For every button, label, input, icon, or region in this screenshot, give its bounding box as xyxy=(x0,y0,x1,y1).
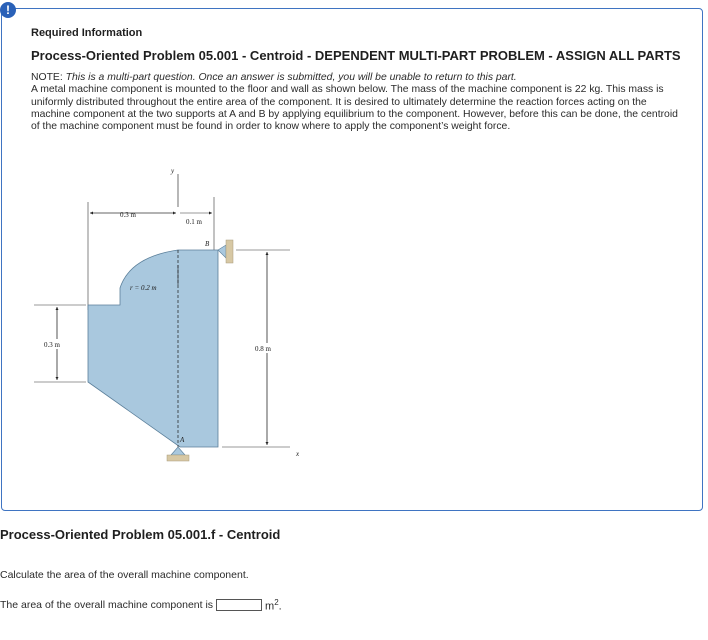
support-b-wall xyxy=(226,240,233,263)
machine-component-figure xyxy=(30,162,310,477)
dim-label-right-height: 0.8 m xyxy=(255,345,271,353)
dim-label-top-right: 0.1 m xyxy=(186,218,202,226)
support-a-floor xyxy=(167,455,189,461)
part-title: Process-Oriented Problem 05.001.f - Centroid xyxy=(0,527,281,542)
radius-label: r = 0.2 m xyxy=(130,284,157,292)
answer-row xyxy=(0,598,282,613)
support-a-pin xyxy=(171,447,185,455)
dim-label-left-height: 0.3 m xyxy=(44,341,60,349)
problem-statement xyxy=(31,72,681,133)
point-a-label: A xyxy=(180,436,185,444)
question-text: Calculate the area of the overall machine component. xyxy=(0,569,249,581)
note-prefix: NOTE: xyxy=(31,72,66,83)
dim-label-top-left: 0.3 m xyxy=(120,211,136,219)
point-b-label: B xyxy=(205,240,210,248)
answer-label: The area of the overall machine component is xyxy=(0,599,214,612)
answer-unit: $m^2$. xyxy=(265,598,282,613)
y-axis-label: y xyxy=(171,167,175,175)
x-axis-label: x xyxy=(296,450,300,458)
problem-title: Process-Oriented Problem 05.001 - Centroid - DEPENDENT MULTI-PART PROBLEM - ASSIGN ALL PARTS xyxy=(31,48,681,63)
machine-component-shape xyxy=(88,250,218,447)
area-answer-input[interactable] xyxy=(216,599,262,611)
alert-icon: ! xyxy=(0,2,16,18)
support-b-pin xyxy=(218,245,226,258)
note-italic: This is a multi-part question. Once an answer is submitted, you will be unable to return to this part. xyxy=(65,72,517,83)
required-information-heading: Required Information xyxy=(31,27,143,39)
note-body: A metal machine component is mounted to the floor and wall as shown below. The mass of the machine component is 22 kg. This mass is uniformly distributed throughout the entire area of the component. It is desired to ultimately determine the reaction forces acting on the machine component at the two supports at A and B by applying equilibrium to the component. However, before this can be done, the centroid of the machine component must be found in order to know where to apply the component’s weight force. xyxy=(31,84,678,133)
